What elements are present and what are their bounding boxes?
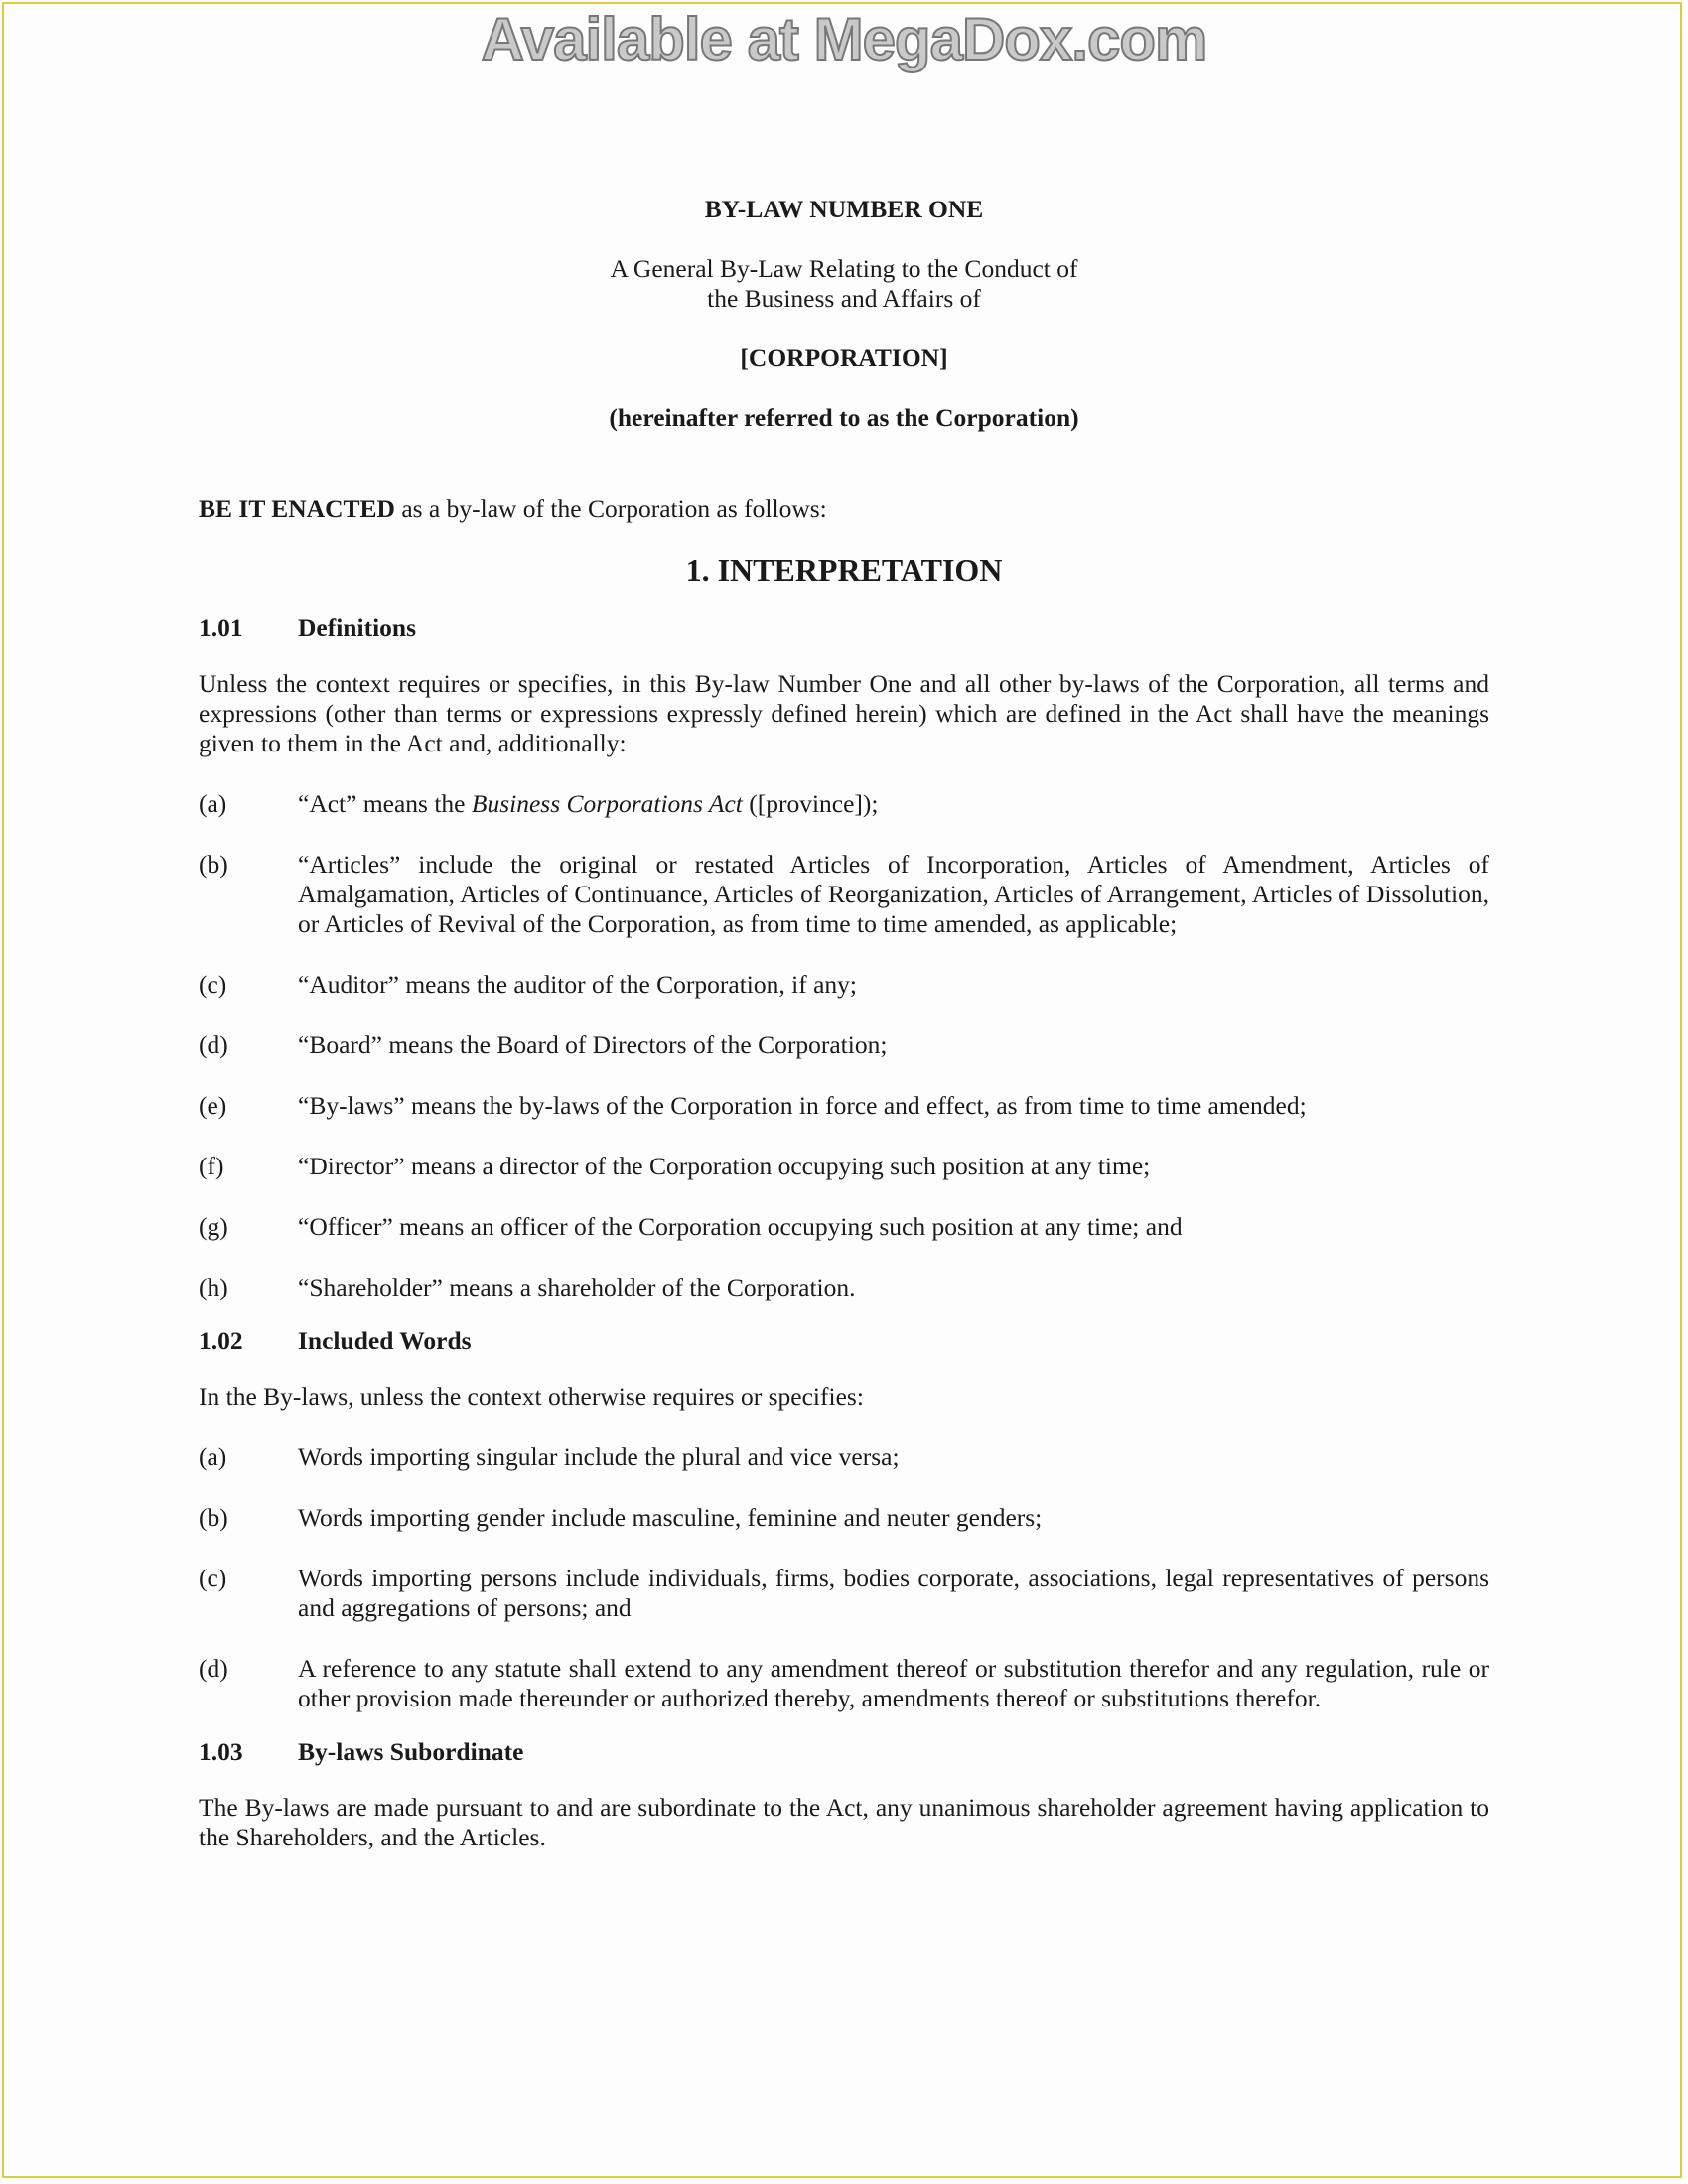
subsection-title: Definitions: [298, 614, 417, 642]
document-body: [199, 195, 1489, 1852]
subsection-title: Included Words: [298, 1326, 472, 1355]
document-subtitle: [199, 254, 1489, 314]
list-item: [199, 1212, 1489, 1242]
item-label: (c): [199, 970, 227, 999]
item-text: Words importing gender include masculine, feminine and neuter genders;: [298, 1503, 1043, 1532]
item-label: (b): [199, 850, 228, 879]
list-item: [199, 1030, 1489, 1060]
list-item: [199, 1503, 1489, 1533]
item-label: (g): [199, 1212, 228, 1241]
watermark: Available at MegaDox.com: [481, 6, 1207, 72]
item-text-post: ([province]);: [742, 789, 879, 818]
item-text-italic: Business Corporations Act: [471, 789, 743, 818]
item-text: A reference to any statute shall extend to any amendment thereof or substitution therefor and any regulation, rule or other provision made thereunder or authorized thereby, amendments thereof or substitutions therefor.: [298, 1654, 1489, 1712]
item-text: Words importing singular include the plural and vice versa;: [298, 1442, 900, 1471]
item-label: (d): [199, 1654, 228, 1683]
subsection-heading-1-01: [199, 614, 1489, 643]
list-item: [199, 970, 1489, 1000]
list-item: [199, 1564, 1489, 1623]
item-label: (d): [199, 1030, 228, 1059]
list-item: [199, 1273, 1489, 1302]
subsection-number: 1.02: [199, 1326, 243, 1355]
list-item: [199, 1091, 1489, 1121]
subsection-heading-1-03: [199, 1737, 1489, 1767]
section-heading-interpretation: 1. INTERPRETATION: [685, 552, 1003, 588]
definitions-intro: Unless the context requires or specifies, in this By-law Number One and all other by-laws of the Corporation, all terms and expressions (other than terms or expressions expressly defined herein) which are defined in the Act shall have the meanings given to them in the Act and, additionally:: [199, 669, 1489, 757]
item-label: (a): [199, 1442, 227, 1471]
item-text: “Director” means a director of the Corporation occupying such position at any time;: [298, 1152, 1151, 1180]
list-item: [199, 1152, 1489, 1181]
document-title: BY-LAW NUMBER ONE: [704, 195, 984, 223]
hereinafter-note: (hereinafter referred to as the Corporation): [609, 403, 1079, 432]
enactment-lead: BE IT ENACTED: [199, 494, 395, 523]
subsection-title: By-laws Subordinate: [298, 1737, 524, 1766]
item-text: “Shareholder” means a shareholder of the Corporation.: [298, 1273, 856, 1301]
subsection-number: 1.03: [199, 1737, 243, 1766]
included-words-intro: In the By-laws, unless the context otherwise requires or specifies:: [199, 1382, 864, 1411]
item-text: “Auditor” means the auditor of the Corporation, if any;: [298, 970, 857, 999]
item-label: (c): [199, 1564, 227, 1592]
item-label: (h): [199, 1273, 228, 1301]
corporation-name: [CORPORATION]: [740, 343, 948, 372]
item-text: “Officer” means an officer of the Corporation occupying such position at any time; and: [298, 1212, 1183, 1241]
item-label: (a): [199, 789, 227, 818]
subsection-number: 1.01: [199, 614, 243, 642]
item-text: “By-laws” means the by-laws of the Corporation in force and effect, as from time to time amended;: [298, 1091, 1307, 1120]
item-label: (b): [199, 1503, 228, 1532]
list-item: [199, 1654, 1489, 1713]
item-text: [298, 789, 1489, 819]
list-item: [199, 850, 1489, 939]
enactment-clause: [199, 494, 1489, 524]
list-item: [199, 1442, 1489, 1472]
item-text: “Board” means the Board of Directors of the Corporation;: [298, 1030, 888, 1059]
subtitle-line-2: the Business and Affairs of: [707, 284, 981, 313]
subsection-heading-1-02: [199, 1326, 1489, 1356]
item-text: “Articles” include the original or restated Articles of Incorporation, Articles of Amendment, Articles of Amalgamation, Articles of Continuance, Articles of Reorganization, Articles of Arrangement, Articles of Dissolution, or Articles of Revival of the Corporation, as from time to time amended, as applicable;: [298, 850, 1489, 938]
enactment-rest: as a by-law of the Corporation as follows:: [394, 494, 827, 523]
item-text-pre: “Act” means the: [298, 789, 472, 818]
item-label: (e): [199, 1091, 227, 1120]
item-label: (f): [199, 1152, 224, 1180]
bylaws-subordinate-text: The By-laws are made pursuant to and are subordinate to the Act, any unanimous shareholder agreement having application to the Shareholders, and the Articles.: [199, 1793, 1489, 1851]
item-text: Words importing persons include individuals, firms, bodies corporate, associations, legal representatives of persons and aggregations of persons; and: [298, 1564, 1489, 1622]
list-item: [199, 789, 1489, 819]
subtitle-line-1: A General By-Law Relating to the Conduct of: [610, 254, 1078, 283]
